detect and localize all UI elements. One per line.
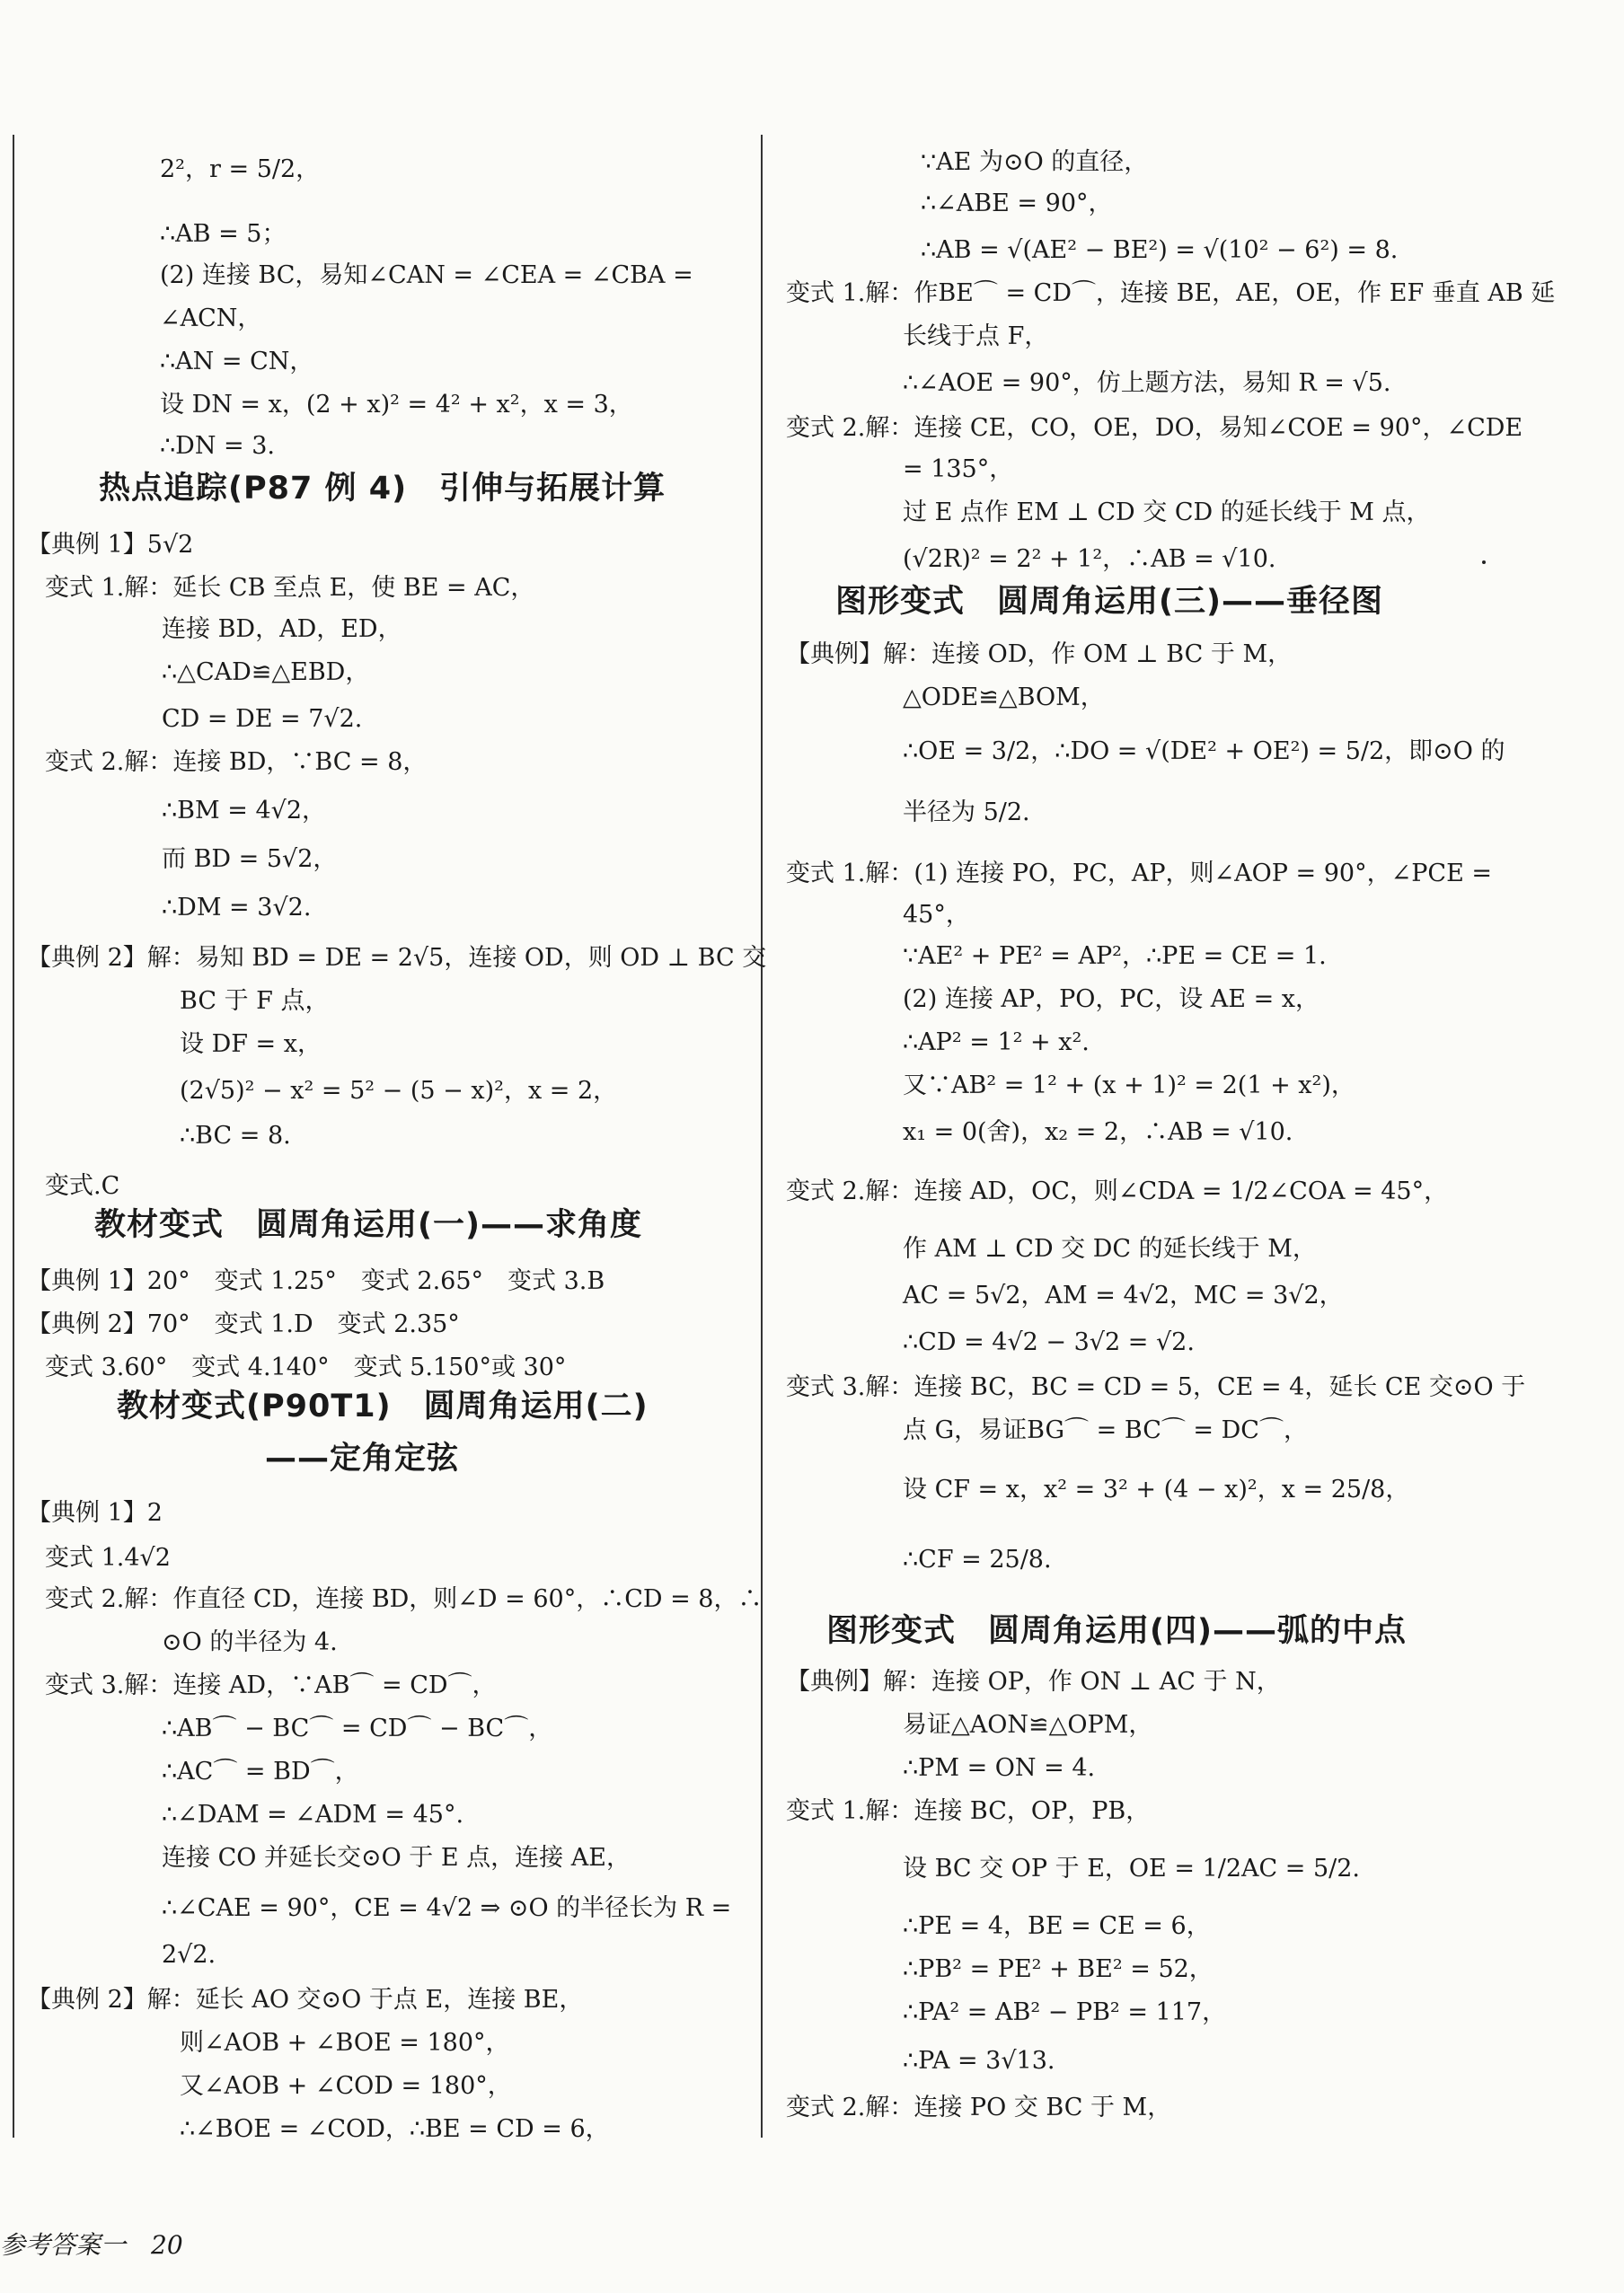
column-divider-middle xyxy=(761,135,763,2138)
text-line: 易证△AON≌△OPM， xyxy=(903,1711,1153,1739)
text-line: BC 于 F 点， xyxy=(180,987,330,1015)
text-line: 变式 1.解：(1) 连接 PO，PC，AP，则∠AOP = 90°，∠PCE = xyxy=(786,860,1492,887)
text-line: ∴AB⌒ − BC⌒ = CD⌒ − BC⌒， xyxy=(162,1715,553,1742)
text-line: ∴DM = 3√2. xyxy=(162,894,312,922)
text-line: 【典例 2】70° 变式 1.D 变式 2.35° xyxy=(27,1310,460,1338)
text-line: 又∵AB² = 1² + (x + 1)² = 2(1 + x²)， xyxy=(903,1072,1355,1099)
text-line: 变式 1.解：作BE⌒ = CD⌒，连接 BE，AE，OE，作 EF 垂直 AB 延 xyxy=(786,279,1556,307)
text-line: 变式 2.解：连接 CE，CO，OE，DO，易知∠COE = 90°，∠CDE xyxy=(786,414,1523,442)
text-line: 【典例】解：连接 OD，作 OM ⊥ BC 于 M， xyxy=(786,640,1293,668)
column-divider-left xyxy=(13,135,14,2138)
text-line: ∴DN = 3. xyxy=(160,432,275,460)
text-line: 变式 1.解：延长 CB 至点 E，使 BE = AC， xyxy=(45,574,535,602)
section-heading: 教材变式 圆周角运用(一)——求角度 xyxy=(94,1207,642,1243)
text-line: 【典例 2】解：延长 AO 交⊙O 于点 E，连接 BE， xyxy=(27,1986,584,2014)
text-line: 【典例】解：连接 OP，作 ON ⊥ AC 于 N， xyxy=(786,1668,1281,1696)
text-line: 连接 CO 并延长交⊙O 于 E 点，连接 AE， xyxy=(162,1844,631,1872)
text-line: 长线于点 F， xyxy=(903,322,1049,350)
page-footer: 参考答案一 20 xyxy=(0,2230,183,2260)
text-line: AC = 5√2，AM = 4√2，MC = 3√2， xyxy=(903,1282,1344,1310)
text-line: ∴∠BOE = ∠COD，∴BE = CD = 6， xyxy=(180,2115,610,2143)
text-line: 则∠AOB + ∠BOE = 180°， xyxy=(180,2029,510,2057)
section-heading: 图形变式 圆周角运用(四)——弧的中点 xyxy=(826,1613,1407,1649)
text-line: ∵AE² + PE² = AP²，∴PE = CE = 1. xyxy=(903,942,1327,970)
text-line: 设 BC 交 OP 于 E，OE = 1/2AC = 5/2. xyxy=(903,1855,1360,1883)
text-line: ∴BM = 4√2， xyxy=(162,797,327,825)
text-line: ∵AE 为⊙O 的直径， xyxy=(921,148,1149,176)
text-line: 设 DN = x，(2 + x)² = 4² + x²，x = 3， xyxy=(160,391,633,419)
text-line: 作 AM ⊥ CD 交 DC 的延长线于 M， xyxy=(903,1235,1317,1263)
text-line: △ODE≌△BOM， xyxy=(903,683,1105,711)
text-line: 变式 1.4√2 xyxy=(45,1544,171,1572)
text-line: ∴PM = ON = 4. xyxy=(903,1754,1096,1782)
text-line: (√2R)² = 2² + 1²，∴AB = √10. xyxy=(903,545,1276,573)
text-line: 设 CF = x，x² = 3² + (4 − x)²，x = 25/8， xyxy=(903,1476,1410,1504)
text-line: 变式 2.解：连接 PO 交 BC 于 M， xyxy=(786,2094,1172,2121)
text-line: 【典例 1】5√2 xyxy=(27,531,194,559)
text-line: ∴∠CAE = 90°，CE = 4√2 ⇒ ⊙O 的半径长为 R = xyxy=(162,1894,732,1922)
text-line: 【典例 2】解：易知 BD = DE = 2√5，连接 OD，则 OD ⊥ BC 交 xyxy=(27,944,767,972)
text-line: ∠ACN， xyxy=(160,304,262,332)
text-line: ∴OE = 3/2，∴DO = √(DE² + OE²) = 5/2，即⊙O 的 xyxy=(903,737,1505,765)
text-line: = 135°， xyxy=(903,455,1014,483)
text-line: ∴PB² = PE² + BE² = 52， xyxy=(903,1955,1214,1983)
text-line: 【典例 1】20° 变式 1.25° 变式 2.65° 变式 3.B xyxy=(27,1267,605,1295)
text-line: 变式 3.60° 变式 4.140° 变式 5.150°或 30° xyxy=(45,1354,567,1381)
text-line: ∴△CAD≌△EBD， xyxy=(162,658,370,686)
text-line: 点 G，易证BG⌒ = BC⌒ = DC⌒， xyxy=(903,1416,1308,1444)
section-heading: 教材变式(P90T1) 圆周角运用(二) xyxy=(117,1389,649,1424)
text-line: ∴AN = CN， xyxy=(160,348,314,375)
text-line: ∴AC⌒ = BD⌒， xyxy=(162,1758,359,1786)
section-heading: 图形变式 圆周角运用(三)——垂径图 xyxy=(835,584,1383,620)
stray-dot xyxy=(1482,560,1486,564)
text-line: 2√2. xyxy=(162,1941,216,1969)
text-line: CD = DE = 7√2. xyxy=(162,705,363,733)
text-line: 【典例 1】2 xyxy=(27,1499,163,1527)
text-line: ∴AB = 5； xyxy=(160,220,287,248)
text-line: 45°， xyxy=(903,901,970,929)
text-line: 过 E 点作 EM ⊥ CD 交 CD 的延长线于 M 点， xyxy=(903,498,1431,526)
text-line: 变式 2.解：连接 AD，OC，则∠CDA = 1/2∠COA = 45°， xyxy=(786,1177,1449,1205)
section-heading: 热点追踪(P87 例 4) 引伸与拓展计算 xyxy=(99,471,666,507)
text-line: 变式 2.解：作直径 CD，连接 BD，则∠D = 60°，∴CD = 8，∴ xyxy=(45,1585,763,1613)
text-line: 设 DF = x， xyxy=(180,1030,322,1058)
text-line: 变式 3.解：连接 AD，∵AB⌒ = CD⌒， xyxy=(45,1671,497,1699)
text-line: (2) 连接 BC，易知∠CAN = ∠CEA = ∠CBA = xyxy=(160,261,693,289)
text-line: 变式.C xyxy=(45,1172,120,1200)
text-line: ∴PA² = AB² − PB² = 117， xyxy=(903,1998,1227,2026)
text-line: 2²，r = 5/2， xyxy=(160,155,321,183)
section-heading: ——定角定弦 xyxy=(265,1441,460,1477)
text-line: 变式 3.解：连接 BC，BC = CD = 5，CE = 4，延长 CE 交⊙O 于 xyxy=(786,1373,1526,1401)
text-line: ∴∠ABE = 90°， xyxy=(921,190,1113,217)
text-line: x₁ = 0(舍)，x₂ = 2，∴AB = √10. xyxy=(903,1118,1293,1146)
text-line: 而 BD = 5√2， xyxy=(162,845,338,873)
text-line: ⊙O 的半径为 4. xyxy=(162,1628,338,1656)
text-line: ∴PE = 4，BE = CE = 6， xyxy=(903,1912,1211,1940)
text-line: 半径为 5/2. xyxy=(903,798,1030,826)
text-line: (2√5)² − x² = 5² − (5 − x)²，x = 2， xyxy=(180,1077,618,1105)
text-line: 又∠AOB + ∠COD = 180°， xyxy=(180,2072,512,2100)
text-line: ∴BC = 8. xyxy=(180,1122,291,1150)
text-line: ∴∠AOE = 90°，仿上题方法，易知 R = √5. xyxy=(903,369,1391,397)
text-line: ∴CD = 4√2 − 3√2 = √2. xyxy=(903,1328,1195,1356)
text-line: ∴PA = 3√13. xyxy=(903,2047,1055,2075)
text-line: ∴∠DAM = ∠ADM = 45°. xyxy=(162,1801,464,1829)
text-line: (2) 连接 AP，PO，PC，设 AE = x， xyxy=(903,985,1320,1013)
text-line: ∴CF = 25/8. xyxy=(903,1546,1052,1574)
text-line: 变式 2.解：连接 BD，∵BC = 8， xyxy=(45,748,428,776)
text-line: 连接 BD，AD，ED， xyxy=(162,615,402,643)
text-line: 变式 1.解：连接 BC，OP，PB， xyxy=(786,1797,1151,1825)
text-line: ∴AP² = 1² + x². xyxy=(903,1028,1090,1056)
text-line: ∴AB = √(AE² − BE²) = √(10² − 6²) = 8. xyxy=(921,236,1399,264)
